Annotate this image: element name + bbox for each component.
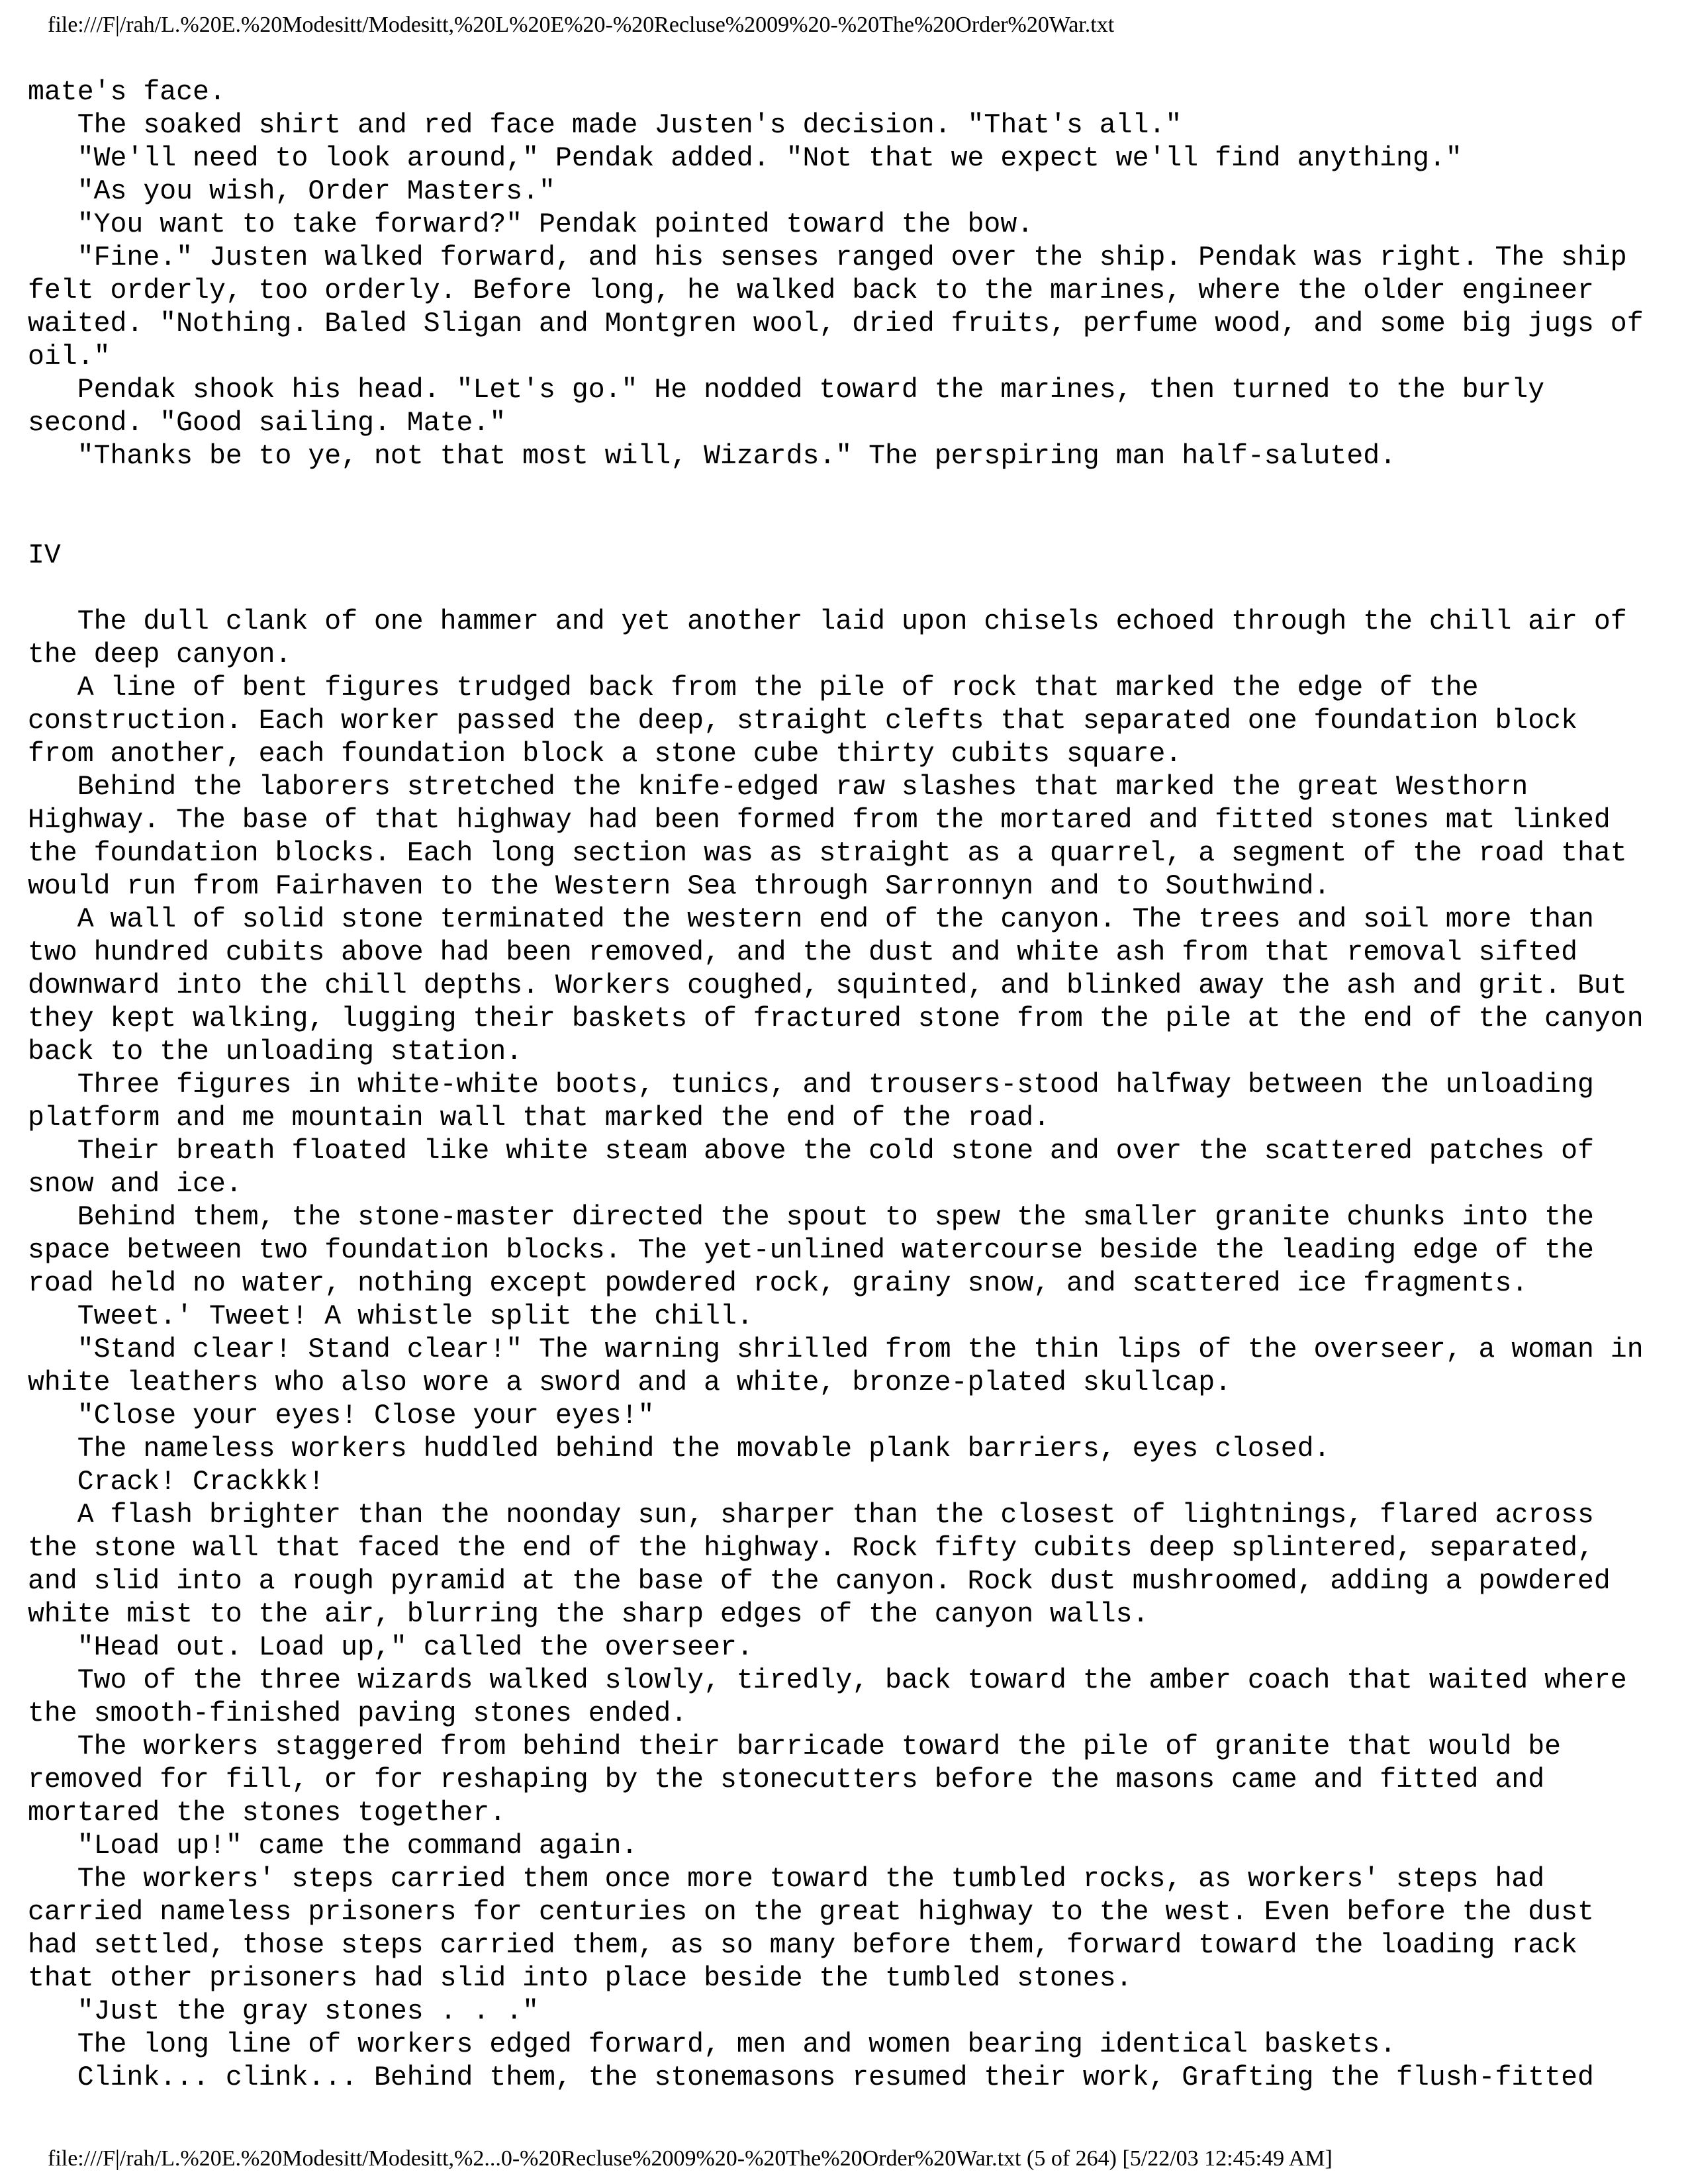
text-line: "Fine." Justen walked forward, and his senses ranged over the ship. Pendak was right. The ship: [28, 242, 1627, 273]
text-line: Behind the laborers stretched the knife-edged raw slashes that marked the great Westhorn: [28, 772, 1528, 803]
text-line: [28, 2095, 1669, 2128]
text-line: the smooth-finished paving stones ended.: [28, 1698, 688, 1729]
text-line: "Just the gray stones . . .": [28, 1996, 539, 2027]
text-line: Their breath floated like white steam above the cold stone and over the scattered patches of: [28, 1136, 1594, 1167]
text-line: would run from Fairhaven to the Western Sea through Sarronnyn and to Southwind.: [28, 871, 1331, 902]
text-line: "Thanks be to ye, not that most will, Wizards." The perspiring man half-saluted.: [28, 441, 1397, 472]
text-line: back to the unloading station.: [28, 1036, 523, 1068]
text-line: that other prisoners had slid into place beside the tumbled stones.: [28, 1963, 1133, 1994]
text-line: had settled, those steps carried them, as so many before them, forward toward the loading rack: [28, 1930, 1577, 1961]
text-line: removed for fill, or for reshaping by the stonecutters before the masons came and fitted and: [28, 1764, 1545, 1796]
text-line: and slid into a rough pyramid at the base of the canyon. Rock dust mushroomed, adding a powdered: [28, 1566, 1611, 1597]
text-line: The long line of workers edged forward, men and women bearing identical baskets.: [28, 2029, 1397, 2060]
blank-line: [28, 473, 1669, 506]
text-line: construction. Each worker passed the deep, straight clefts that separated one foundation block: [28, 705, 1577, 737]
blank-line: [28, 506, 1669, 539]
text-line: mortared the stones together.: [28, 1797, 506, 1829]
page-footer-path: file:///F|/rah/L.%20E.%20Modesitt/Modesitt,%2...0-%20Recluse%2009%20-%20The%20Order%20War.txt (5 of 264) [5/22/03 12:45:49 AM]: [48, 2146, 1333, 2171]
text-line: white leathers who also wore a sword and a white, bronze-plated skullcap.: [28, 1367, 1231, 1398]
text-line: space between two foundation blocks. The yet-unlined watercourse beside the leading edge of the: [28, 1235, 1594, 1266]
text-line: second. "Good sailing. Mate.": [28, 408, 506, 439]
text-line: felt orderly, too orderly. Before long, he walked back to the marines, where the older engineer: [28, 275, 1594, 306]
text-line: the foundation blocks. Each long section was as straight as a quarrel, a segment of the road that: [28, 838, 1627, 869]
text-line: downward into the chill depths. Workers coughed, squinted, and blinked away the ash and grit. But: [28, 970, 1627, 1001]
text-line: Three figures in white-white boots, tunics, and trousers-stood halfway between the unloading: [28, 1069, 1594, 1101]
text-line: white mist to the air, blurring the sharp edges of the canyon walls.: [28, 1599, 1149, 1630]
text-line: waited. "Nothing. Baled Sligan and Montgren wool, dried fruits, perfume wood, and some big jugs of: [28, 308, 1644, 340]
text-line: Clink... clink... Behind them, the stonemasons resumed their work, Grafting the flush-fitted: [28, 2062, 1594, 2093]
blank-line: [28, 572, 1669, 606]
text-line: from another, each foundation block a stone cube thirty cubits square.: [28, 739, 1182, 770]
text-line: platform and me mountain wall that marked the end of the road.: [28, 1103, 1051, 1134]
text-line: The workers staggered from behind their barricade toward the pile of granite that would be: [28, 1731, 1562, 1762]
text-line: "Head out. Load up," called the overseer.: [28, 1632, 753, 1663]
text-line: Pendak shook his head. "Let's go." He nodded toward the marines, then turned to the burly: [28, 375, 1545, 406]
text-line: The soaked shirt and red face made Justen's decision. "That's all.": [28, 110, 1182, 141]
text-line: "We'll need to look around," Pendak added. "Not that we expect we'll find anything.": [28, 143, 1462, 174]
text-line: snow and ice.: [28, 1169, 242, 1200]
text-line: Behind them, the stone-master directed the spout to spew the smaller granite chunks into the: [28, 1202, 1594, 1233]
text-line: carried nameless prisoners for centuries on the great highway to the west. Even before the dust: [28, 1897, 1594, 1928]
document-body: [28, 76, 1669, 2128]
text-line: A line of bent figures trudged back from the pile of rock that marked the edge of the: [28, 672, 1479, 704]
text-line: Crack! Crackkk!: [28, 1467, 325, 1498]
text-line: The nameless workers huddled behind the movable plank barriers, eyes closed.: [28, 1433, 1331, 1465]
text-line: they kept walking, lugging their baskets of fractured stone from the pile at the end of the canyon: [28, 1003, 1644, 1034]
text-line: A wall of solid stone terminated the western end of the canyon. The trees and soil more than: [28, 904, 1594, 935]
text-line: Two of the three wizards walked slowly, tiredly, back toward the amber coach that waited where: [28, 1665, 1627, 1696]
text-line: two hundred cubits above had been removed, and the dust and white ash from that removal sifted: [28, 937, 1577, 968]
text-line: The workers' steps carried them once more toward the tumbled rocks, as workers' steps had: [28, 1864, 1545, 1895]
text-line: "Close your eyes! Close your eyes!": [28, 1400, 655, 1432]
text-line: mate's face.: [28, 77, 226, 108]
chapter-heading: IV: [28, 540, 61, 571]
text-line: The dull clank of one hammer and yet another laid upon chisels echoed through the chill air of: [28, 606, 1627, 637]
text-line: "As you wish, Order Masters.": [28, 176, 555, 207]
page-header-path: file:///F|/rah/L.%20E.%20Modesitt/Modesitt,%20L%20E%20-%20Recluse%2009%20-%20The%20Order%20War.txt: [48, 13, 1115, 37]
text-line: the deep canyon.: [28, 639, 292, 670]
text-line: "Load up!" came the command again.: [28, 1831, 638, 1862]
text-line: road held no water, nothing except powdered rock, grainy snow, and scattered ice fragments.: [28, 1268, 1528, 1299]
text-line: oil.": [28, 341, 111, 373]
text-line: Highway. The base of that highway had been formed from the mortared and fitted stones mat linked: [28, 805, 1611, 836]
text-line: the stone wall that faced the end of the highway. Rock fifty cubits deep splintered, separated,: [28, 1533, 1594, 1564]
text-line: "Stand clear! Stand clear!" The warning shrilled from the thin lips of the overseer, a woman in: [28, 1334, 1644, 1365]
text-line: A flash brighter than the noonday sun, sharper than the closest of lightnings, flared across: [28, 1500, 1594, 1531]
text-line: "You want to take forward?" Pendak pointed toward the bow.: [28, 209, 1034, 240]
text-line: Tweet.' Tweet! A whistle split the chill.: [28, 1301, 753, 1332]
